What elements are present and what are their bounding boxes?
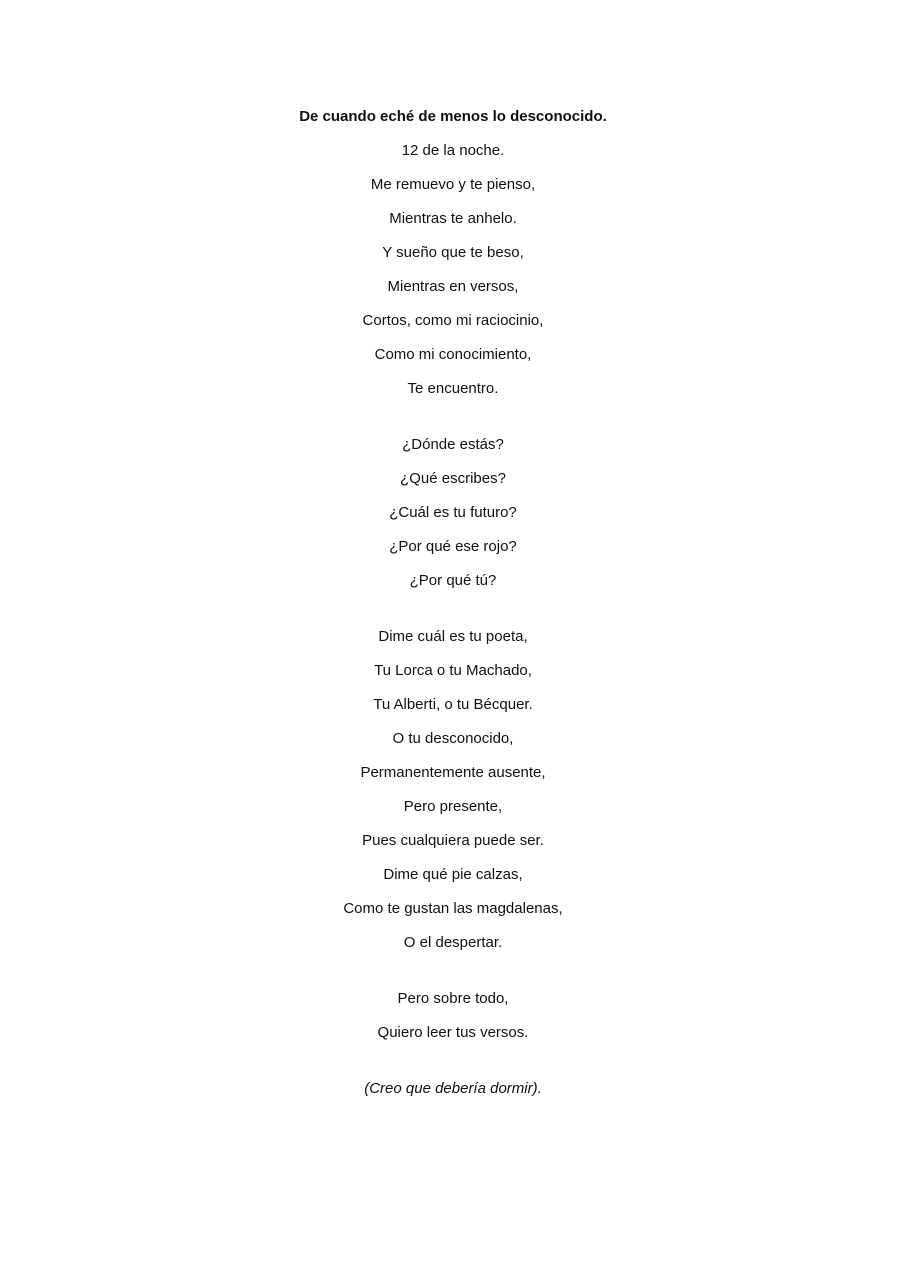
poem-line: Dime cuál es tu poeta, — [378, 628, 528, 645]
poem-line: ¿Dónde estás? — [402, 436, 504, 453]
poem-line: O el despertar. — [403, 934, 503, 951]
poem-line: Dime qué pie calzas, — [383, 866, 523, 883]
stanza-4 — [0, 988, 906, 1044]
poem-line: Tu Lorca o tu Machado, — [374, 662, 532, 679]
stanza-3 — [0, 626, 906, 954]
poem-line: 12 de la noche. — [401, 142, 505, 159]
poem-line: Tu Alberti, o tu Bécquer. — [373, 696, 533, 713]
stanza-1 — [0, 140, 906, 400]
poem-line: Pues cualquiera puede ser. — [362, 832, 544, 849]
poem-line: ¿Qué escribes? — [400, 470, 506, 487]
poem-line: ¿Por qué ese rojo? — [389, 538, 517, 555]
poem-line: Pero sobre todo, — [397, 990, 509, 1007]
poem-line: Como mi conocimiento, — [374, 346, 532, 363]
poem-line: Como te gustan las magdalenas, — [343, 900, 563, 917]
poem-line: Te encuentro. — [407, 380, 499, 397]
poem-line: ¿Cuál es tu futuro? — [389, 504, 517, 521]
poem-line: Y sueño que te beso, — [382, 244, 524, 261]
poem-line: Mientras te anhelo. — [389, 210, 517, 227]
poem-line: Quiero leer tus versos. — [377, 1024, 529, 1041]
closing-line: (Creo que debería dormir). — [364, 1080, 542, 1097]
closing-stanza — [0, 1078, 906, 1100]
poem-line: Cortos, como mi raciocinio, — [362, 312, 544, 329]
poem-line: Me remuevo y te pienso, — [370, 176, 536, 193]
stanza-2 — [0, 434, 906, 592]
poem-line: Permanentemente ausente, — [360, 764, 546, 781]
poem-title: De cuando eché de menos lo desconocido. — [299, 108, 607, 125]
poem-line: ¿Por qué tú? — [409, 572, 497, 589]
poem — [0, 106, 906, 1112]
poem-line: Pero presente, — [403, 798, 503, 815]
poem-line: O tu desconocido, — [392, 730, 514, 747]
poem-line: Mientras en versos, — [387, 278, 519, 295]
